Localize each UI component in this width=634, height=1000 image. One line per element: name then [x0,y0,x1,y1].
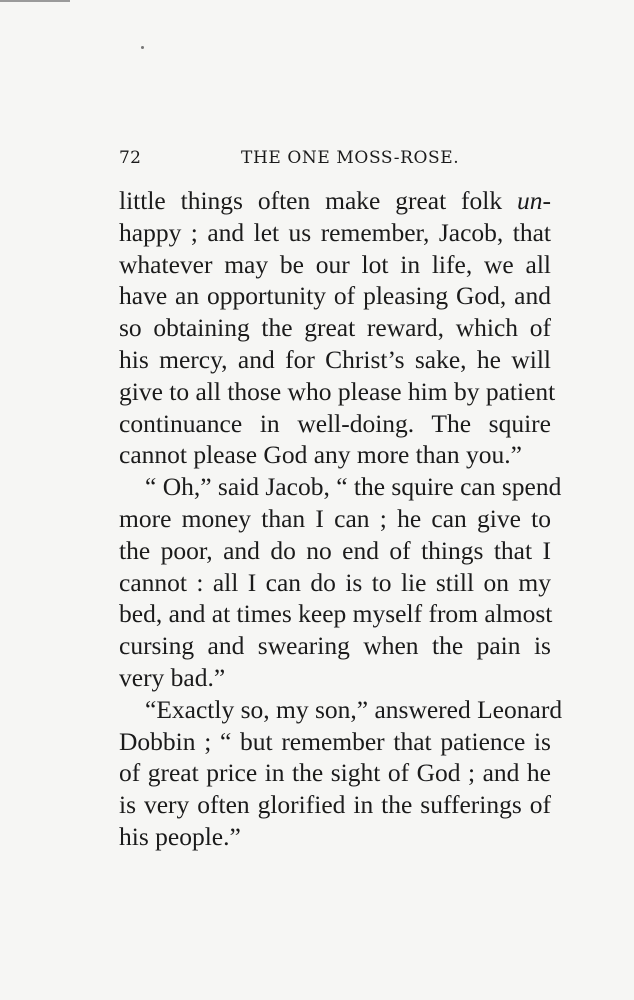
paragraph-end-line: very bad.” [119,662,226,692]
running-title: THE ONE MOSS-ROSE. [241,148,460,168]
text-line: his mercy, and for Christ’s sake, he will [119,344,551,374]
text-line: bed, and at times keep myself from almost [119,599,553,629]
text-line: cursing and swearing when the pain is [119,631,551,661]
text-line: continuance in well-doing. The squire [119,408,551,438]
text-line-start: little things often make great folk [119,186,517,215]
paragraph-end-line: his people.” [119,821,241,851]
text-line: whatever may be our lot in life, we all [119,249,551,279]
running-head [119,148,551,172]
text-line: Dobbin ; “ but remember that patience is [119,726,551,756]
paragraph-start-line: “Exactly so, my son,” answered Leonard [145,694,563,724]
text-line [119,185,551,217]
paragraph-start-line: “ Oh,” said Jacob, “ the squire can spend [145,472,562,502]
text-line: of great price in the sight of God ; and he [119,758,551,788]
text-line: the poor, and do no end of things that I [119,535,551,565]
text-line: happy ; and let us remember, Jacob, that [119,217,551,247]
text-line: cannot : all I can do is to lie still on my [119,567,551,597]
italic-word: un- [517,186,551,215]
text-line: more money than I can ; he can give to [119,503,551,533]
text-line: give to all those who please him by patient [119,376,556,406]
text-line: have an opportunity of pleasing God, and [119,281,551,311]
text-line: is very often glorified in the sufferings of [119,790,551,820]
paragraph-end-line: cannot please God any more than you.” [119,440,522,470]
page-edge-line [0,0,70,2]
body-text [119,185,563,853]
text-line: so obtaining the great reward, which of [119,313,551,343]
paper-speck [141,46,144,49]
page-number: 72 [119,148,142,168]
